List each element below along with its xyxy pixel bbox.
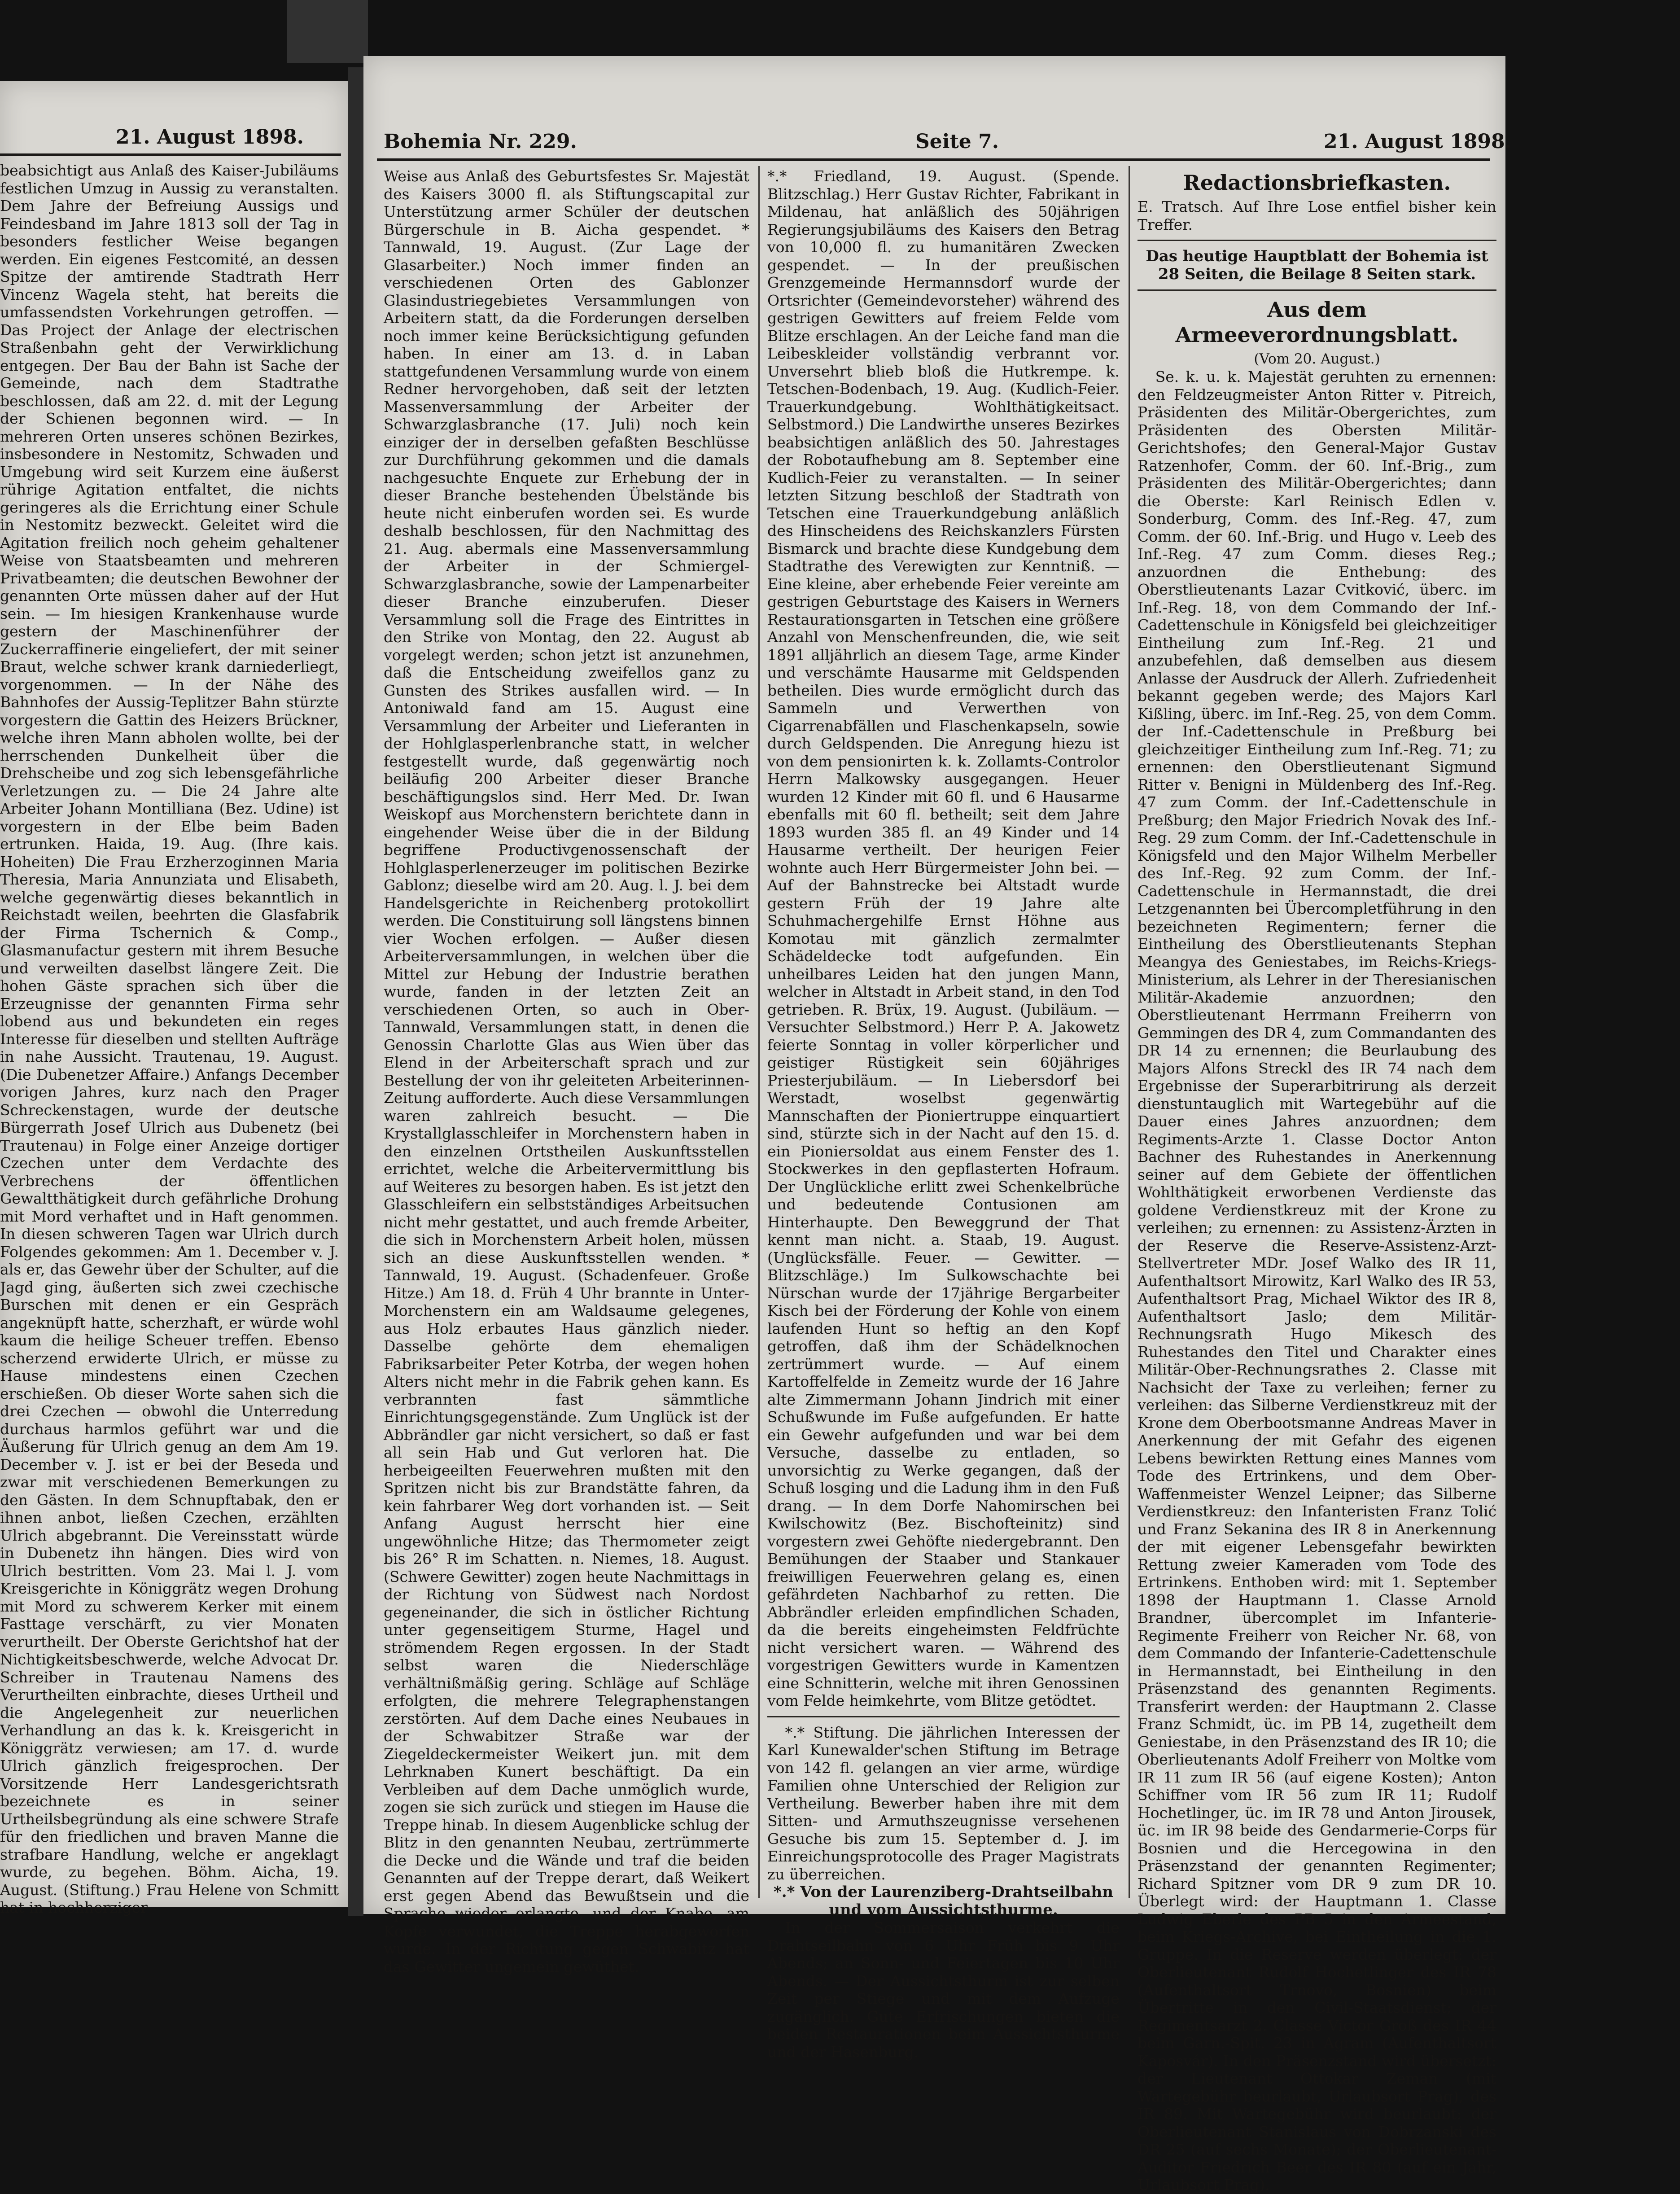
column-2-text: *.* Friedland, 19. August. (Spende. Blitzschlag.) Herr Gustav Richter, Fabrikant in Mildenau, hat anläßlich des 50jährigen Regierungsjubiläums des Kaisers den Betrag von 10,000 fl. zu humanitären Zwecken gespendet. — In der preußischen Grenzgemeinde Hermannsdorf wurde der Ortsrichter (Gemeindevorsteher) während des gestrigen Gewitters auf freiem Felde vom Blitze erschlagen. An der Leiche fand man die Leibeskleider vollständig verbrannt vor. Unversehrt blieb bloß die Hutkrempe. k. Tetschen-Bodenbach, 19. Aug. (Kudlich-Feier. Trauerkundgebung. Wohlthätigkeitsact. Selbstmord.) Die Landwirthe unseres Bezirkes beabsichtigen anläßlich des 50. Jahrestages der Robotaufhebung am 8. September eine Kudlich-Feier zu veranstalten. — In seiner letzten Sitzung beschloß der Stadtrath von Tetschen eine Trauerkundgebung anläßlich des Hinscheidens des Reichskanzlers Fürsten Bismarck und brachte diese Kundgebung dem Stadtrathe des Verewigten zur Kenntniß. — Eine kleine, aber erhebende Feier vereinte am gestrigen Geburtstage des Kaisers in Werners Restaurationsgarten in Tetschen eine größere Anzahl von Menschenfreunden, die, wie seit 1891 alljährlich an diesem Tage, arme Kinder und verschämte Hausarme mit Geldspenden betheilen. Dies wurde ermöglicht durch das Sammeln und Verwerthen von Cigarrenabfällen und Flaschenkapseln, sowie durch Geldspenden. Die Anregung hiezu ist von dem pensionirten k. k. Zollamts-Controlor Herrn Malkowsky ausgegangen. Heuer wurden 12 Kinder mit 60 fl. und 6 Hausarme ebenfalls mit 60 fl. betheilt; seit dem Jahre 1893 wurden 385 fl. an 49 Kinder und 14 Hausarme vertheilt. Der heurigen Feier wohnte auch Herr Bürgermeister John bei. — Auf der Bahnstrecke bei Altstadt wurde gestern Früh der 19 Jahre alte Schuhmachergehilfe Ernst Höhne aus Komotau mit gänzlich zermalmter Schädeldecke todt aufgefunden. Ein unheilbares Leiden hat den jungen Mann, welcher in Altstadt in Arbeit stand, in den Tod getrieben. R. Brüx, 19. August. (Jubiläum. — Versuchter Selbstmord.) Herr P. A. Jakowetz feierte Sonntag in voller körperlicher und geistiger Rüstigkeit sein 60jähriges Priesterjubiläum. — In Liebersdorf bei Werstadt, woselbst gegenwärtig Mannschaften der Pioniertruppe einquartiert sind, stürzte sich in der Nacht auf den 15. d. ein Pioniersoldat aus einem Fenster des 1. Stockwerkes in den gepflasterten Hofraum. Der Unglückliche erlitt zwei Schenkelbrüche und bedeutende Contusionen am Hinterhaupte. Den Beweggrund der That kennt man nicht. a. Staab, 19. August. (Unglücksfälle. Feuer. — Gewitter. — Blitzschläge.) Im Sulkowschachte bei Nürschan wurde der 17jährige Bergarbeiter Kisch bei der Förderung der Kohle von einem laufenden Hunt so heftig an den Kopf getroffen, daß ihm der Schädelknochen zertrümmert wurde. — Auf einem Kartoffelfelde in Zemeitz wurde der 16 Jahre alte Zimmermann Johann Jindrich mit einer Schußwunde im Fuße aufgefunden. Er hatte ein Gewehr aufgefunden und war bei dem Versuche, dasselbe zu entladen, so unvorsichtig zu Werke gegangen, daß der Schuß losging und die Ladung ihm in den Fuß drang. — In dem Dorfe Nahomirschen bei Kwilschowitz (Bez. Bischofteinitz) sind vorgestern zwei Gehöfte niedergebrannt. Den Bemühungen der Staaber und Stankauer freiwilligen Feuerwehren gelang es, einen gefährdeten Nachbarhof zu retten. Die Abbrändler erleiden empfindlichen Schaden, da die bereits eingeheimsten Feldfrüchte nicht versichert waren. — Während des vorgestrigen Gewitters wurde in Kamentzen eine Schnitterin, welche mit ihren Genossinen vom Felde heimkehrte, vom Blitze getödtet. <box>767 167 1120 1709</box>
stiftung-notice: *.* Stiftung. Die jährlichen Interessen der Karl Kunewalder'schen Stiftung im Betrage von 142 fl. gelangen an vier arme, würdige Familien ohne Unterschied der Religion zur Vertheilung. Bewerber haben ihre mit dem Sitten- und Armuthszeugnisse versehenen Gesuche bis zum 15. September d. J. im Einreichungsprotocolle des Prager Magistrats zu überreichen. <box>767 1723 1120 1883</box>
redaction-text: E. Tratsch. Auf Ihre Lose entfiel bisher kein Treffer. <box>1138 198 1496 233</box>
page-count-notice: Das heutige Hauptblatt der Bohemia ist 28 Seiten, die Beilage 8 Seiten stark. <box>1146 247 1488 283</box>
column-3 <box>1138 167 1496 2194</box>
army-date: (Vom 20. August.) <box>1254 351 1380 367</box>
column-divider-2 <box>1129 166 1130 1898</box>
column-1 <box>384 167 749 1975</box>
column-1-text: Weise aus Anlaß des Geburtsfestes Sr. Majestät des Kaisers 3000 fl. als Stiftungscapital zur Unterstützung armer Schüler der deutschen Bürgerschule in B. Aicha gespendet. * Tannwald, 19. August. (Zur Lage der Glasarbeiter.) Noch immer finden an verschiedenen Orten des Gablonzer Glasindustriegebietes Versammlungen von Arbeitern statt, da die Forderungen derselben noch immer keine Berücksichtigung gefunden haben. In einer am 13. d. in Laban stattgefundenen Versammlung wurde von einem Redner hervorgehoben, daß seit der letzten Massenversammlung der Arbeiter der Schwarzglasbranche (17. Juli) noch kein einziger der in derselben gefaßten Beschlüsse zur Durchführung gekommen und die damals nachgesuchte Enquete zur Erhebung der in dieser Branche bestehenden Übelstände bis heute nicht einberufen worden sei. Es wurde deshalb beschlossen, für den Nachmittag des 21. Aug. abermals eine Massenversammlung der Arbeiter in der Schmiergel-Schwarzglasbranche, sowie der Lampenarbeiter dieser Branche einzuberufen. Dieser Versammlung soll die Frage des Eintrittes in den Strike von Montag, den 22. August ab vorgelegt werden; schon jetzt ist anzunehmen, daß die Entscheidung zweifellos ganz zu Gunsten des Strikes ausfallen wird. — In Antoniwald fand am 15. August eine Versammlung der Arbeiter und Lieferanten in der Hohlglasperlenbranche statt, in welcher festgestellt wurde, daß gegenwärtig noch beiläufig 200 Arbeiter dieser Branche beschäftigungslos sind. Herr Med. Dr. Iwan Weiskopf aus Morchenstern berichtete dann in eingehender Weise über die in der Bildung begriffene Productivgenossenschaft der Hohlglasperlenerzeuger im politischen Bezirke Gablonz; dieselbe wird am 20. Aug. l. J. bei dem Handelsgerichte in Reichenberg protokollirt werden. Die Constituirung soll längstens binnen vier Wochen erfolgen. — Außer diesen Arbeiterversammlungen, in welchen über die Mittel zur Hebung der Industrie berathen wurde, fanden in der letzten Zeit an verschiedenen Orten, so auch in Ober-Tannwald, Versammlungen statt, in denen die Genossin Charlotte Glas aus Wien über das Elend in der Arbeiterschaft sprach und zur Bestellung der von ihr geleiteten Arbeiterinnen-Zeitung aufforderte. Auch diese Versammlungen waren zahlreich besucht. — Die Krystallglasschleifer in Morchenstern haben in den einzelnen Ortstheilen Auskunftsstellen errichtet, welche die Arbeitervermittlung bis auf Weiteres zu besorgen haben. Es ist jetzt den Glasschleifern ein selbstständiges Arbeitsuchen nicht mehr gestattet, und auch fremde Arbeiter, die sich in Morchenstern Arbeit holen, müssen sich an diese Auskunftsstellen wenden. * Tannwald, 19. August. (Schadenfeuer. Große Hitze.) Am 18. d. Früh 4 Uhr brannte in Unter-Morchenstern ein am Waldsaume gelegenes, aus Holz erbautes Haus gänzlich nieder. Dasselbe gehörte dem ehemaligen Fabriksarbeiter Peter Kotrba, der wegen hohen Alters nicht mehr in die Fabrik gehen kann. Es verbrannten fast sämmtliche Einrichtungsgegenstände. Zum Unglück ist der Abbrändler gar nicht versichert, so daß er fast all sein Hab und Gut verloren hat. Die herbeigeeilten Feuerwehren mußten mit den Spritzen nicht bis zur Brandstätte fahren, da kein fahrbarer Weg dort vorhanden ist. — Seit Anfang August herrscht hier eine ungewöhnliche Hitze; das Thermometer zeigt bis 26° R im Schatten. n. Niemes, 18. August. (Schwere Gewitter) zogen heute Nachmittags in der Richtung von Südwest nach Nordost gegeneinander, die sich in östlicher Richtung unter gegenseitigem Sturme, Hagel und strömendem Regen ergossen. In der Stadt selbst waren die Niederschläge verhältnißmäßig gering. Schläge auf Schläge erfolgten, die mehrere Telegraphenstangen zerstörten. Auf dem Dache eines Neubaues in der Schwabitzer Straße war der Ziegeldeckermeister Weikert jun. mit dem Lehrknaben Kunert beschäftigt. Da ein Verbleiben auf dem Dache unmöglich wurde, zogen sie sich zurück und stiegen im Hause die Treppe hinab. In diesem Augenblicke schlug der Blitz in den genannten Neubau, zertrümmerte die Decke und die Wände und traf die beiden Genannten auf der Treppe derart, daß Weikert erst gegen Abend das Bewußtsein und die Sprache wieder erlangte, und der Knabe, am Kopfe verwundet, die Treppe herabgeworfen wurde. In der Richtung gegen Schwabitz hat das Gewitter ungemein gewüthet. <box>384 167 749 1975</box>
column-2-separator <box>767 1716 1120 1717</box>
issue-date: 21. August 1898. <box>1324 130 1512 153</box>
column-2 <box>767 167 1120 2061</box>
left-header-rule <box>0 153 341 156</box>
book-spine <box>348 67 363 1916</box>
laurenziberg-text: In der Sommersaison verkehrt die Drahtseilbahn von 6 Uhr Früh bis 9 Uhr Abends; an Sonn- und Feiertagen bis 10 Uhr Abends. — Der Aussichtsthurm ist zur selben Zeit per Stiege und mit dem Aufzuge zugänglich. Gute Erfrischungen bieten die beiden Restaurationen beim Aussichtsthurme und der Hasenburg. <box>767 1919 1120 2061</box>
notice-rule-top <box>1138 240 1496 241</box>
left-column <box>0 162 339 1916</box>
left-running-head: 21. August 1898. <box>116 126 304 149</box>
right-page <box>363 56 1512 2194</box>
redaction-heading: Redactionsbriefkasten. <box>1183 171 1451 195</box>
column-divider-1 <box>758 166 760 1898</box>
header-rule <box>377 158 1490 161</box>
page-number: Seite 7. <box>915 130 999 153</box>
notice-rule-bottom <box>1138 289 1496 291</box>
left-page <box>0 81 348 1916</box>
army-heading: Aus dem Armeeverordnungsblatt. <box>1175 298 1459 347</box>
masthead-title: Bohemia Nr. 229. <box>384 130 577 153</box>
army-text: Se. k. u. k. Majestät geruhten zu ernennen: den Feldzeugmeister Anton Ritter v. Pitreich, Präsidenten des Militär-Obergerichtes, zum Präsidenten des Obersten Militär-Gerichtshofes; den General-Major Gustav Ratzenhofer, Comm. der 60. Inf.-Brig., zum Präsidenten des Militär-Obergerichtes; dann die Oberste: Karl Reinisch Edlen v. Sonderburg, Comm. des Inf.-Reg. 47, zum Comm. der 60. Inf.-Brig. und Hugo v. Leeb des Inf.-Reg. 47 zum Comm. dieses Reg.; anzuordnen die Enthebung: des Oberstlieutenants Lazar Cvitković, überc. im Inf.-Reg. 18, von dem Commando der Inf.-Cadettenschule in Königsfeld bei gleichzeitiger Eintheilung zum Inf.-Reg. 21 und anzubefehlen, daß demselben aus diesem Anlasse der Ausdruck der Allerh. Zufriedenheit bekannt gegeben werde; des Majors Karl Kißling, überc. im Inf.-Reg. 25, von dem Comm. der Inf.-Cadettenschule in Preßburg bei gleichzeitiger Eintheilung zum Inf.-Reg. 71; zu ernennen: den Oberstlieutenant Sigmund Ritter v. Benigni in Müldenberg des Inf.-Reg. 47 zum Comm. der Inf.-Cadettenschule in Preßburg; den Major Friedrich Novak des Inf.-Reg. 29 zum Comm. der Inf.-Cadettenschule in Königsfeld und den Major Wilhelm Merbeller des Inf.-Reg. 92 zum Comm. der Inf.-Cadettenschule in Hermannstadt, die drei Letzgenannten bei Übercompletführung in den bezeichneten Regimentern; ferner die Eintheilung des Oberstlieutenants Stephan Meangya des Geniestabes, im Reichs-Kriegs-Ministerium, als Lehrer in der Theresianischen Militär-Akademie anzuordnen; den Oberstlieutenant Herrmann Freiherrn von Gemmingen des DR 4, zum Commandanten des DR 14 zu ernennen; die Beurlaubung des Majors Alfons Streckl des IR 74 nach dem Ergebnisse der Superarbitrirung als derzeit dienstuntauglich mit Wartegebühr auf die Dauer eines Jahres anzuordnen; dem Regiments-Arzte 1. Classe Doctor Anton Bachner des Ruhestandes in Anerkennung seiner auf dem Gebiete der öffentlichen Wohlthätigkeit erworbenen Verdienste das goldene Verdienstkreuz mit der Krone zu verleihen; zu ernennen: zu Assistenz-Ärzten in der Reserve die Reserve-Assistenz-Arzt-Stellvertreter MDr. Josef Walko des IR 11, Aufenthaltsort Mirowitz, Karl Walko des IR 53, Aufenthaltsort Prag, Michael Wiktor des IR 8, Aufenthaltsort Jaslo; dem Militär-Rechnungsrath Hugo Mikesch des Ruhestandes den Titel und Charakter eines Militär-Ober-Rechnungsrathes 2. Classe mit Nachsicht der Taxe zu verleihen; ferner zu verleihen: das Silberne Verdienstkreuz mit der Krone dem Oberbootsmanne Andreas Maver in Anerkennung der mit Gefahr des eigenen Lebens bewirkten Rettung eines Mannes vom Tode des Ertrinkens, und dem Ober-Waffenmeister Wenzel Leipner; das Silberne Verdienstkreuz: den Infanteristen Franz Tolić und Franz Sekanina des IR 8 in Anerkennung der mit eigener Lebensgefahr bewirkten Rettung zweier Kameraden vom Tode des Ertrinkens. Enthoben wird: mit 1. September 1898 der Hauptmann 1. Classe Arnold Brandner, übercomplet im Infanterie-Regimente Freiherr von Reicher Nr. 68, von dem Commando der Infanterie-Cadettenschule in Hermannstadt, bei Eintheilung in den Präsenzstand des genannten Regiments. Transferirt werden: der Hauptmann 2. Classe Franz Schmidt, üc. im PB 14, zugetheilt dem Geniestabe, in den Präsenzstand des IR 10; die Oberlieutenants Adolf Freiherr von Moltke vom IR 11 zum IR 56 (auf eigene Kosten); Anton Schiffner vom IR 56 zum IR 11; Rudolf Hochetlinger, üc. im IR 78 und Anton Jirousek, üc. im IR 98 beide des Gendarmerie-Corps für Bosnien und die Hercegowina in den Präsenzstand der genannten Regimenter; Richard Spitzner vom DR 9 zum DR 10. Überlegt wird: der Hauptmann 1. Classe Ludwig Eberle des PB 5 in den Armeestand, beim Kriegs-Archive, bei Eintheilung in die 1. Gruppe. In die Reserve werden überlegt: der Oberlieutenant Rudolf Hochetlinger des IR 78 (Aufenthaltsort Trnovo, Bosnien) beim Übertritte in den Civil-Staatsdienst; der Regimentsarzt 2. Classe Victor Groß des IR 44 beim Garn.-Spit. 23 in Agram (Aufenthaltsort Kaposvár). In den Präsenzstand wird übersetzt: der Lieutenant Ottokar Zeman (mit Wartegebühr beurlaubt, Urlaubsort Prag), des IR 89. Mit Wartegebühr wird beurlaubt: der Oberlieutenant Stanislaus von Dobrzanski des DR 25 (auf sechs Monate); der Oberlieutenant-Auditor Friedrich Beer des IR 80 (auf ein Jahr, Urlaubsort Prag). <box>1138 368 1496 2194</box>
left-column-text: beabsichtigt aus Anlaß des Kaiser-Jubiläums festlichen Umzug in Aussig zu veranstalten. Dem Jahre der Befreiung Aussigs und Feindesband im Jahre 1813 soll der Tag in besonders festlicher Weise begangen werden. Ein eigenes Festcomité, an dessen Spitze der amtirende Stadtrath Herr Vincenz Wagela steht, hat bereits die umfassendsten Vorkehrungen getroffen. — Das Project der Anlage der electrischen Straßenbahn geht der Verwirklichung entgegen. Der Bau der Bahn ist Sache der Gemeinde, nach dem Stadtrathe beschlossen, daß am 22. d. mit der Legung der Schienen begonnen wird. — In mehreren Orten unseres schönen Bezirkes, insbesondere in Nestomitz, Schwaden und Umgebung wird seit Kurzem eine äußerst rührige Agitation entfaltet, die nichts geringeres als die Errichtung einer Schule in Nestomitz bezweckt. Geleitet wird die Agitation freilich noch geheim gehaltener Weise von Staatsbeamten und mehreren Privatbeamten; die deutschen Bewohner der genannten Orte müssen daher auf der Hut sein. — Im hiesigen Krankenhause wurde gestern der Maschinenführer der Zuckerraffinerie eingeliefert, der mit seiner Braut, welche schwer krank darniederliegt, vorgenommen. — In der Nähe des Bahnhofes der Aussig-Teplitzer Bahn stürzte vorgestern die Gattin des Heizers Brückner, welche ihren Mann abholen wollte, bei der herrschenden Dunkelheit über die Drehscheibe und zog sich lebensgefährliche Verletzungen zu. — Die 24 Jahre alte Arbeiter Johann Montilliana (Bez. Udine) ist vorgestern in der Elbe beim Baden ertrunken. Haida, 19. Aug. (Ihre kais. Hoheiten) Die Frau Erzherzoginnen Maria Theresia, Maria Annunziata und Elisabeth, welche gegenwärtig dieses bekanntlich in Reichstadt weilen, beehrten die Glasfabrik der Firma Tschernich & Comp., Glasmanufactur gestern mit ihrem Besuche und verweilten daselbst längere Zeit. Die hohen Gäste sprachen sich über die Erzeugnisse der genannten Firma sehr lobend aus und bekundeten ein reges Interesse für dieselben und stellten Aufträge in nahe Aussicht. Trautenau, 19. August. (Die Dubenetzer Affaire.) Anfangs December vorigen Jahres, kurz nach den Prager Schreckenstagen, wurde der deutsche Bürgerrath Josef Ulrich aus Dubenetz (bei Trautenau) in Folge einer Anzeige dortiger Czechen unter dem Verdachte des Verbrechens der öffentlichen Gewaltthätigkeit durch gefährliche Drohung mit Mord verhaftet und in Haft genommen. In diesen schweren Tagen war Ulrich durch Folgendes gekommen: Am 1. December v. J. als er, das Gewehr über der Schulter, auf die Jagd ging, äußerten sich zwei czechische Burschen mit denen er ein Gespräch angeknüpft hatte, scherzhaft, er würde wohl kaum die heilige Scheuer treffen. Ebenso scherzend erwiderte Ulrich, er müsse zu Hause mindestens einen Czechen erschießen. Ob dieser Worte sahen sich die drei Czechen — obwohl die Unterredung durchaus harmlos geführt war und die Äußerung für Ulrich genug an dem Am 19. December v. J. ist er bei der Beseda und zwar mit verschiedenen Bemerkungen zu den Gästen. In dem Schnupftabak, den er ihnen anbot, ließen Czechen, erzählten Ulrich abgebrannt. Die Vereinsstatt würde in Dubenetz ihn hängen. Dies wird von Ulrich bestritten. Vom 23. Mai l. J. vom Kreisgerichte in Königgrätz wegen Drohung mit Mord zu schwerem Kerker mit einem Fasttage verschärft, zu vier Monaten verurtheilt. Der Oberste Gerichtshof hat der Nichtigkeitsbeschwerde, welche Advocat Dr. Schreiber in Trautenau Namens des Verurtheilten einbrachte, dieses Urtheil und die Angelegenheit zur neuerlichen Verhandlung an das k. k. Kreisgericht in Königgrätz verwiesen; am 17. d. wurde Ulrich gänzlich freigesprochen. Der Vorsitzende Herr Landesgerichtsrath bezeichnete es in seiner Urtheilsbegründung als eine schwere Strafe für den friedlichen und braven Manne die strafbare Handlung, welche er angeklagt wurde, zu begehen. Böhm. Aicha, 19. August. (Stiftung.) Frau Helene von Schmitt hat in hochherziger <box>0 162 339 1916</box>
laurenziberg-heading: *.* Von der Laurenziberg-Drahtseilbahn und vom Aussichtsthurme. <box>774 1883 1113 1919</box>
scan-shadow <box>287 0 368 63</box>
